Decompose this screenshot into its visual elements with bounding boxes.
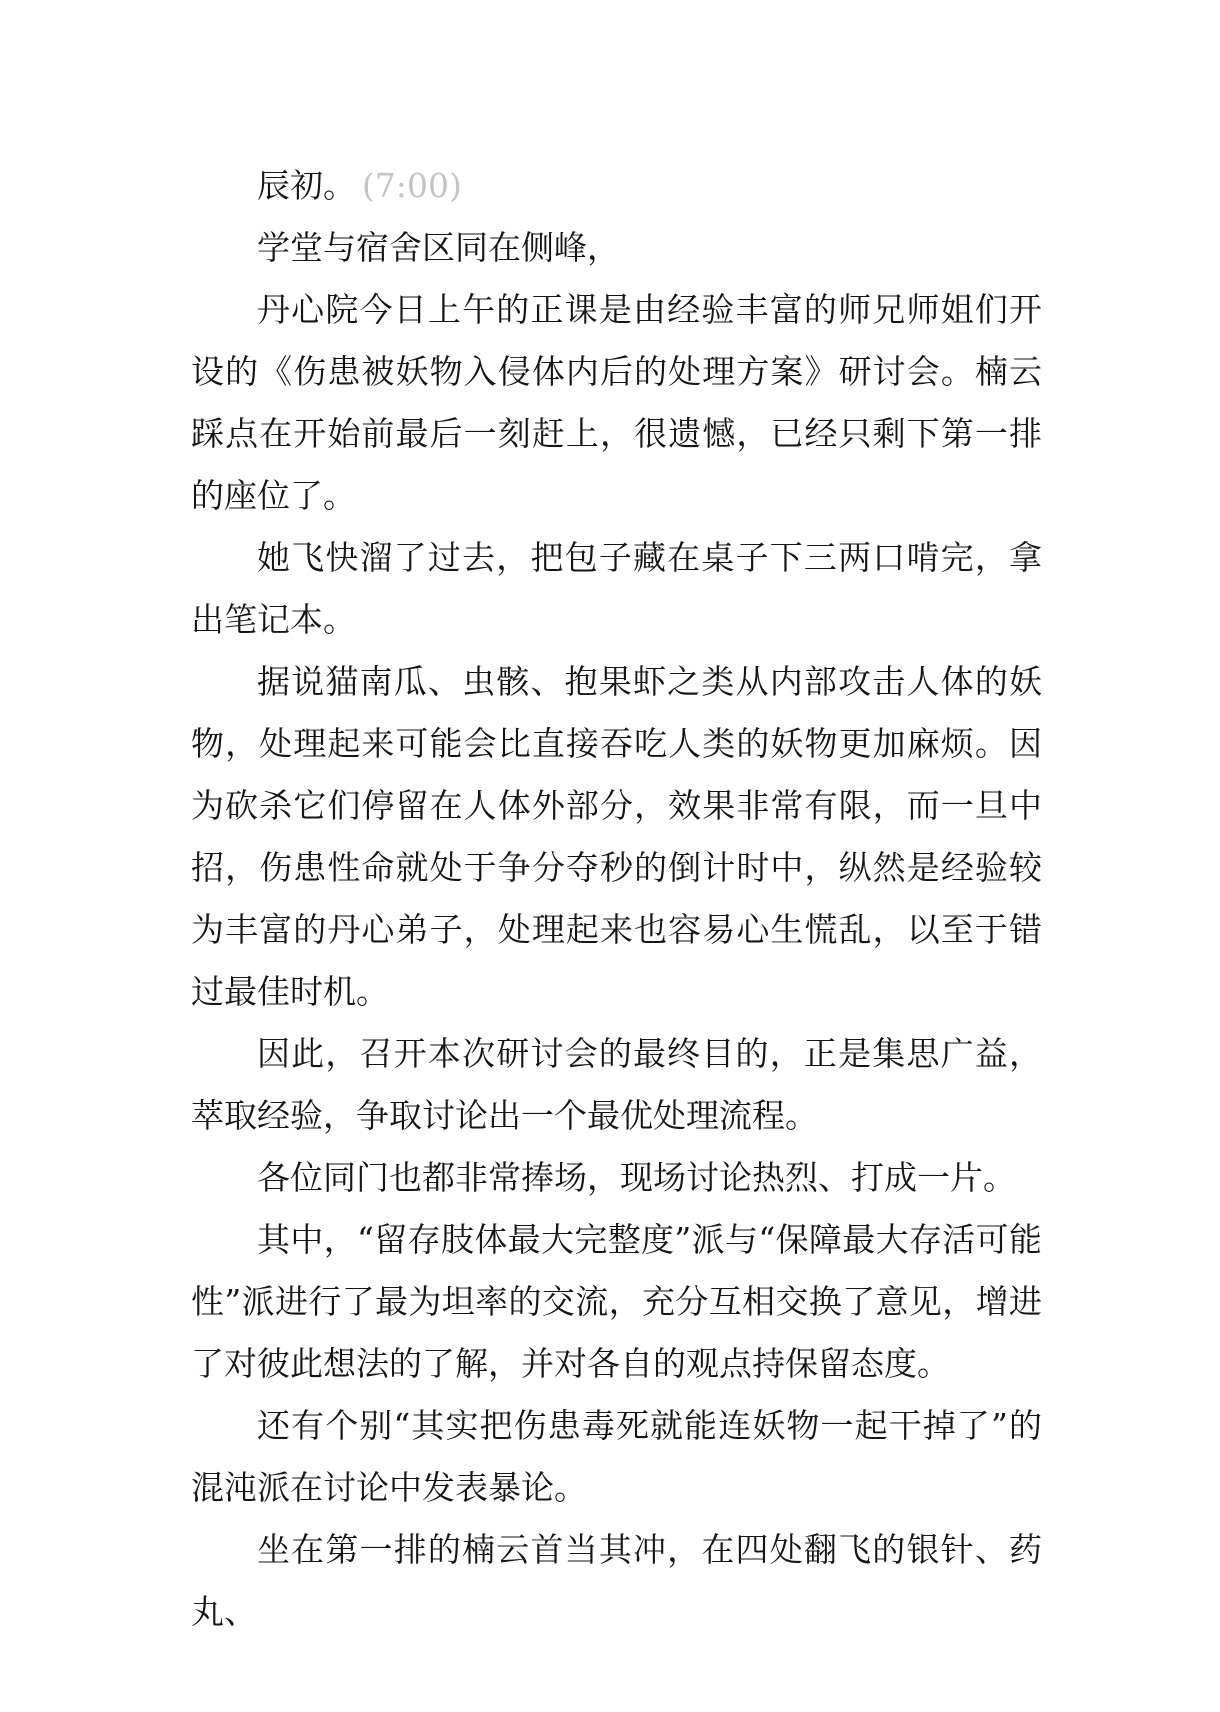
paragraph: 学堂与宿舍区同在侧峰，: [257, 228, 620, 267]
paragraph: 还有个别“其实把伤患毒死就能连妖物一起干掉了”的混沌派在讨论中发表暴论。: [191, 1406, 1042, 1507]
paragraph: 坐在第一排的楠云首当其冲，在四处翻飞的银针、药丸、: [191, 1530, 1042, 1631]
time-annotation: (7:00): [362, 166, 462, 205]
paragraph-time-heading: [191, 155, 1042, 217]
paragraph: 各位同门也都非常捧场，现场讨论热烈、打成一片。: [257, 1158, 1016, 1197]
time-period-text: 辰初。: [257, 166, 356, 205]
paragraph: 她飞快溜了过去，把包子藏在桌子下三两口啃完，拿出笔记本。: [191, 538, 1042, 639]
paragraph: 丹心院今日上午的正课是由经验丰富的师兄师姐们开设的《伤患被妖物入侵体内后的处理方案》研讨会。楠云踩点在开始前最后一刻赶上，很遗憾，已经只剩下第一排的座位了。: [191, 290, 1042, 515]
paragraph: 据说猫南瓜、虫骸、抱果虾之类从内部攻击人体的妖物，处理起来可能会比直接吞吃人类的妖物更加麻烦。因为砍杀它们停留在人体外部分，效果非常有限，而一旦中招，伤患性命就处于争分夺秒的倒计时中，纵然是经验较为丰富的丹心弟子，处理起来也容易心生慌乱，以至于错过最佳时机。: [191, 662, 1042, 1011]
paragraph: 因此，召开本次研讨会的最终目的，正是集思广益，萃取经验，争取讨论出一个最优处理流程。: [191, 1034, 1042, 1135]
paragraph: 其中，“留存肢体最大完整度”派与“保障最大存活可能性”派进行了最为坦率的交流，充分互相交换了意见，增进了对彼此想法的了解，并对各自的观点持保留态度。: [191, 1220, 1042, 1383]
